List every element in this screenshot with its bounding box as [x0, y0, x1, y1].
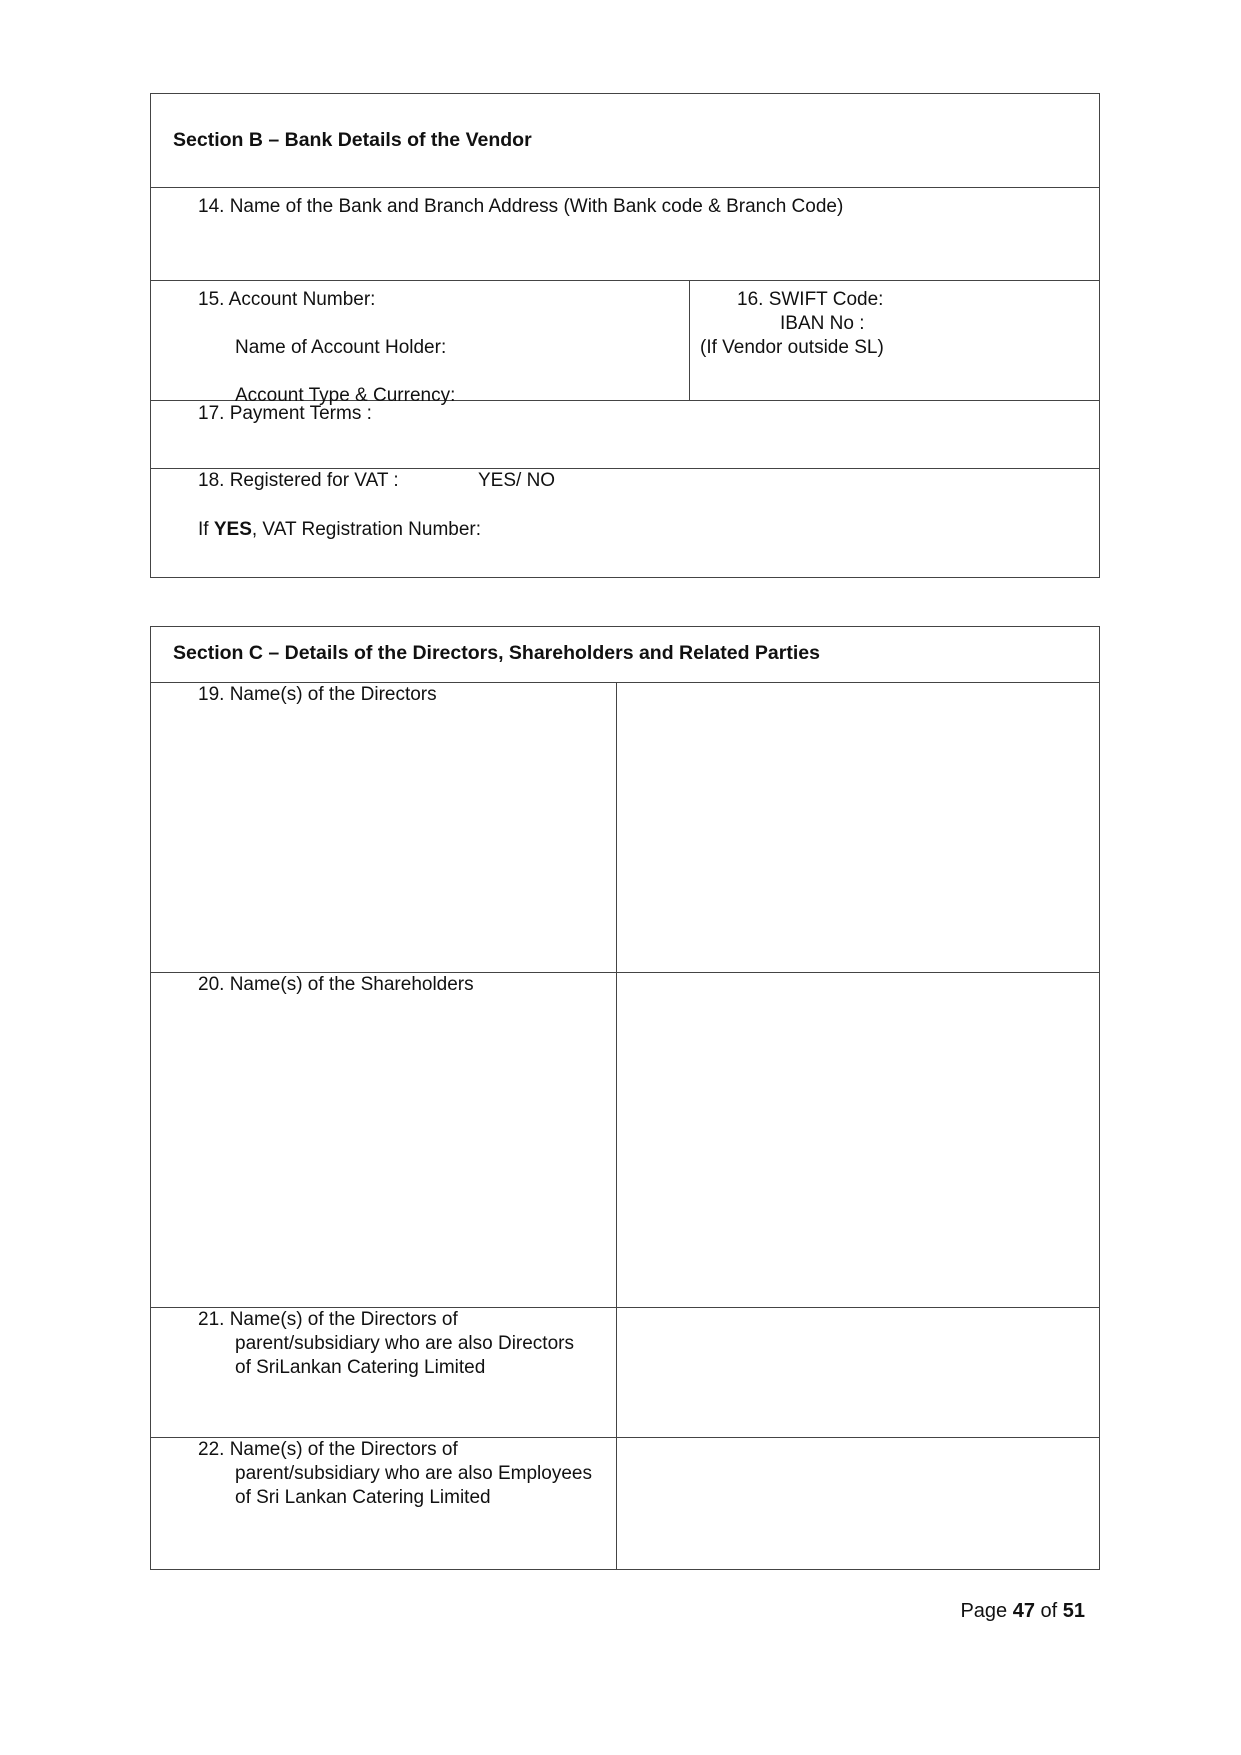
q17-label: 17. Payment Terms :: [198, 403, 372, 424]
q15-label: 15. Account Number:: [198, 289, 376, 310]
section-b-header-row: [151, 94, 1099, 188]
section-c-header-row: [151, 627, 1099, 683]
column-divider: [689, 281, 690, 400]
directors-also-employees-row: [151, 1438, 1099, 1569]
q16-label: 16. SWIFT Code:: [737, 289, 884, 310]
q21-line3: of SriLankan Catering Limited: [235, 1357, 486, 1378]
q22-line1: 22. Name(s) of the Directors of: [198, 1439, 458, 1460]
q21-line2: parent/subsidiary who are also Directors: [235, 1333, 574, 1354]
shareholders-row: [151, 973, 1099, 1308]
q19-label: 19. Name(s) of the Directors: [198, 684, 437, 705]
q18-options: YES/ NO: [478, 470, 556, 491]
page-number: Page 47 of 51: [960, 1600, 1085, 1622]
account-row: [151, 281, 1099, 406]
account-type-label: Account Type & Currency:: [235, 385, 456, 406]
column-divider: [616, 973, 617, 1307]
vat-row: [151, 469, 1099, 577]
iban-label: IBAN No :: [780, 313, 865, 334]
q22-line2: parent/subsidiary who are also Employees: [235, 1463, 592, 1484]
directors-also-directors-row: [151, 1308, 1099, 1438]
section-c-title: Section C – Details of the Directors, Shareholders and Related Parties: [173, 642, 820, 664]
directors-row: [151, 683, 1099, 973]
section-c-table: [150, 626, 1100, 1570]
iban-note: (If Vendor outside SL): [700, 337, 884, 358]
column-divider: [616, 683, 617, 972]
column-divider: [616, 1308, 617, 1437]
bank-name-row: [151, 188, 1099, 281]
q21-line1: 21. Name(s) of the Directors of: [198, 1309, 458, 1330]
q18-label: 18. Registered for VAT :: [198, 470, 399, 491]
section-b-table: [150, 93, 1100, 578]
q22-line3: of Sri Lankan Catering Limited: [235, 1487, 491, 1508]
payment-terms-row: [151, 401, 1099, 469]
q14-label: 14. Name of the Bank and Branch Address (With Bank code & Branch Code): [198, 196, 844, 217]
vat-registration-label: If YES, VAT Registration Number:: [198, 519, 482, 540]
q20-label: 20. Name(s) of the Shareholders: [198, 974, 474, 995]
account-holder-label: Name of Account Holder:: [235, 337, 447, 358]
section-b-title: Section B – Bank Details of the Vendor: [173, 129, 532, 151]
column-divider: [616, 1438, 617, 1569]
